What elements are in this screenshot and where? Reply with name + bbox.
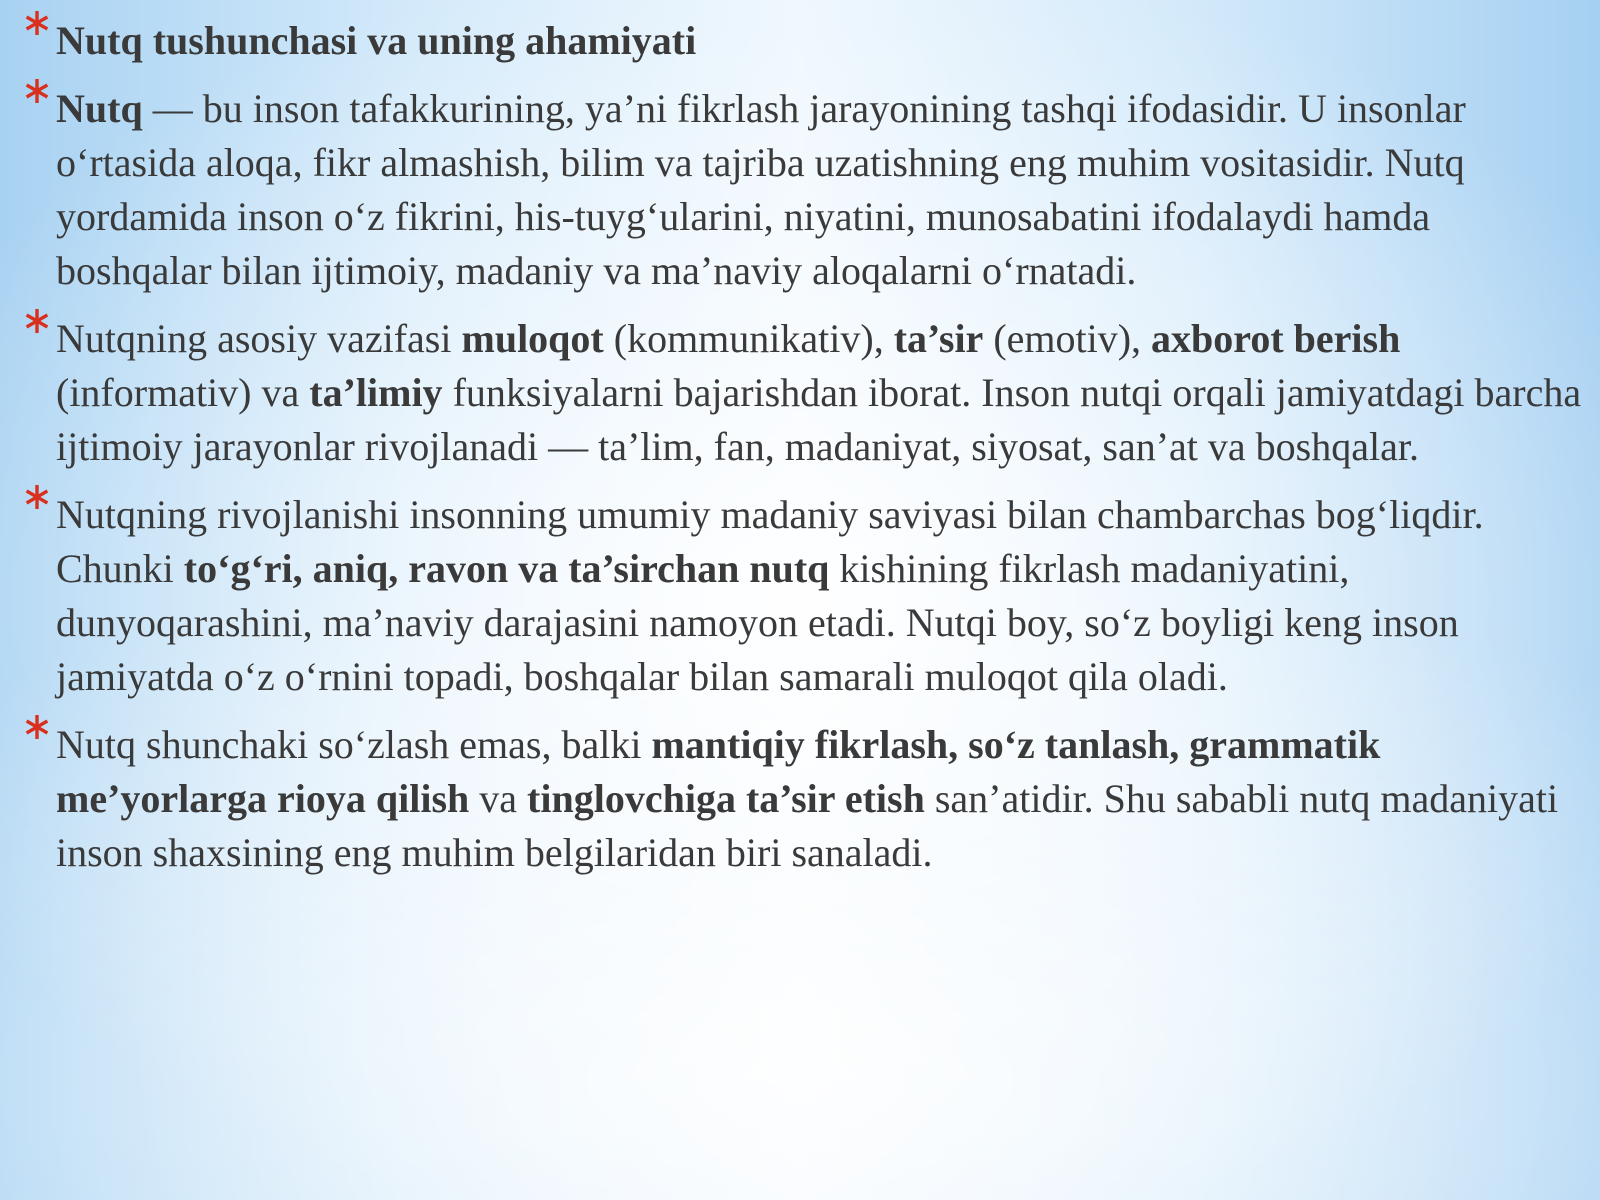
bullet-run: funksiyalarni bajarishdan iborat. Inson nutqi orqali jamiyatdagi barcha ijtimoiy jarayonlar rivojlanadi — ta’lim, fan, madaniyat, siyosat, san’at va boshqalar. (56, 370, 1582, 469)
bullet-run: Nutqning rivojlanishi insonning umumiy madaniy saviyasi bilan chambarchas bog‘liqdir. Chunki (56, 492, 1484, 591)
bullet-run: Nutq shunchaki so‘zlash emas, balki (56, 722, 652, 767)
bullet-run: tinglovchiga ta’sir etish (527, 776, 925, 821)
asterisk-icon (22, 712, 54, 752)
bullet-run: muloqot (461, 316, 604, 361)
bullet-run: san’atidir. Shu sababli nutq madaniyati inson shaxsining eng muhim belgilaridan biri sanaladi. (56, 776, 1559, 875)
bullet-run: Nutqning asosiy vazifasi (56, 316, 462, 361)
bullet-run: axborot berish (1151, 316, 1401, 361)
bullet-item-title (56, 14, 1586, 68)
bullet-run: to‘g‘ri, aniq, ravon va ta’sirchan nutq (183, 546, 830, 591)
asterisk-icon (22, 306, 54, 346)
bullet-run: Nutq (56, 86, 143, 131)
bullet-run: (emotiv), (983, 316, 1152, 361)
asterisk-icon (22, 76, 54, 116)
bullet-run: — bu inson tafakkurining, ya’ni fikrlash jarayonining tashqi ifodasidir. U insonlar o‘rtasida aloqa, fikr almashish, bilim va tajriba uzatishning eng muhim vositasidir. Nutq yordamida inson o‘z fikrini, his-tuyg‘ularini, niyatini, munosabatini ifodalaydi hamda boshqalar bilan ijtimoiy, madaniy va ma’naviy aloqalarni o‘rnatadi. (56, 86, 1466, 293)
bullet-run: ta’limiy (309, 370, 443, 415)
bullet-run: Nutq tushunchasi va uning ahamiyati (56, 18, 697, 63)
bullet-item (56, 312, 1586, 474)
asterisk-icon (22, 8, 54, 48)
bullet-item (56, 82, 1586, 298)
bullet-list (56, 14, 1586, 894)
bullet-run: mantiqiy fikrlash, so‘z tanlash, grammatik me’yorlarga rioya qilish (56, 722, 1381, 821)
bullet-item (56, 488, 1586, 704)
asterisk-icon (22, 482, 54, 522)
bullet-run: kishining fikrlash madaniyatini, dunyoqarashini, ma’naviy darajasini namoyon etadi. Nutqi boy, so‘z boyligi keng inson jamiyatda o‘z o‘rnini topadi, boshqalar bilan samarali muloqot qila oladi. (56, 546, 1459, 699)
bullet-run: va (469, 776, 528, 821)
bullet-run: (informativ) va (56, 370, 310, 415)
bullet-run: (kommunikativ), (603, 316, 894, 361)
bullet-item (56, 718, 1586, 880)
bullet-run: ta’sir (893, 316, 984, 361)
